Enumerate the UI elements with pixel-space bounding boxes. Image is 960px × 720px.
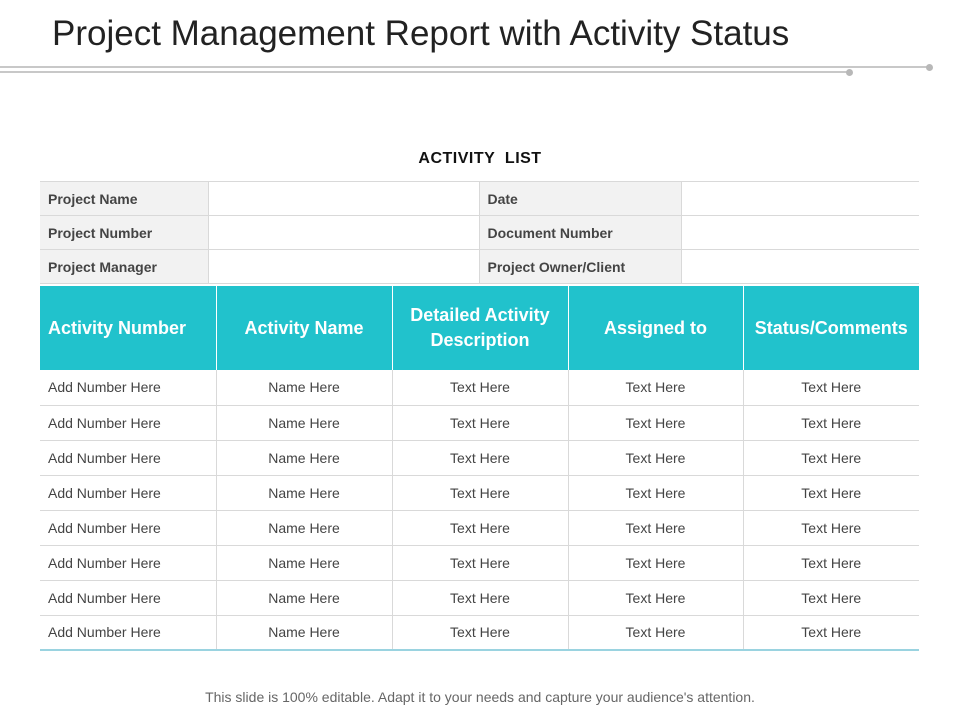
info-row — [40, 216, 919, 250]
assigned-to-cell[interactable]: Text Here — [568, 370, 743, 405]
status-cell[interactable]: Text Here — [743, 580, 919, 615]
project-manager-label: Project Manager — [40, 250, 208, 284]
date-label: Date — [479, 182, 681, 216]
activity-number-cell[interactable]: Add Number Here — [40, 545, 216, 580]
activity-number-cell[interactable]: Add Number Here — [40, 405, 216, 440]
description-cell[interactable]: Text Here — [392, 510, 568, 545]
description-cell[interactable]: Text Here — [392, 545, 568, 580]
table-row — [40, 405, 919, 440]
project-manager-field[interactable] — [208, 250, 479, 284]
title-divider-line — [0, 66, 930, 68]
activity-table-header-row — [40, 286, 919, 370]
assigned-to-cell[interactable]: Text Here — [568, 405, 743, 440]
activity-name-cell[interactable]: Name Here — [216, 405, 392, 440]
table-row — [40, 510, 919, 545]
description-cell[interactable]: Text Here — [392, 440, 568, 475]
table-row — [40, 370, 919, 405]
project-number-field[interactable] — [208, 216, 479, 250]
description-cell[interactable]: Text Here — [392, 475, 568, 510]
project-name-label: Project Name — [40, 182, 208, 216]
assigned-to-cell[interactable]: Text Here — [568, 475, 743, 510]
assigned-to-cell[interactable]: Text Here — [568, 580, 743, 615]
activity-name-cell[interactable]: Name Here — [216, 510, 392, 545]
divider-dot — [926, 64, 933, 71]
footer-note: This slide is 100% editable. Adapt it to your needs and capture your audience's attention. — [205, 689, 755, 705]
date-field[interactable] — [681, 182, 919, 216]
table-row — [40, 615, 919, 650]
activity-name-cell[interactable]: Name Here — [216, 370, 392, 405]
project-owner-field[interactable] — [681, 250, 919, 284]
description-cell[interactable]: Text Here — [392, 405, 568, 440]
description-cell[interactable]: Text Here — [392, 615, 568, 650]
assigned-to-cell[interactable]: Text Here — [568, 615, 743, 650]
project-info-table — [40, 181, 919, 284]
assigned-to-cell[interactable]: Text Here — [568, 545, 743, 580]
activity-number-cell[interactable]: Add Number Here — [40, 440, 216, 475]
description-cell[interactable]: Text Here — [392, 580, 568, 615]
column-header-description: Detailed Activity Description — [392, 286, 568, 370]
status-cell[interactable]: Text Here — [743, 440, 919, 475]
activity-table — [40, 286, 919, 651]
status-cell[interactable]: Text Here — [743, 615, 919, 650]
info-row — [40, 250, 919, 284]
column-header-assigned-to: Assigned to — [568, 286, 743, 370]
project-number-label: Project Number — [40, 216, 208, 250]
slide-title: Project Management Report with Activity Status — [52, 14, 790, 53]
column-header-status-comments: Status/Comments — [743, 286, 919, 370]
assigned-to-cell[interactable]: Text Here — [568, 510, 743, 545]
status-cell[interactable]: Text Here — [743, 405, 919, 440]
table-row — [40, 475, 919, 510]
activity-name-cell[interactable]: Name Here — [216, 615, 392, 650]
status-cell[interactable]: Text Here — [743, 545, 919, 580]
table-row — [40, 580, 919, 615]
activity-name-cell[interactable]: Name Here — [216, 440, 392, 475]
assigned-to-cell[interactable]: Text Here — [568, 440, 743, 475]
project-owner-label: Project Owner/Client — [479, 250, 681, 284]
activity-name-cell[interactable]: Name Here — [216, 475, 392, 510]
project-name-field[interactable] — [208, 182, 479, 216]
status-cell[interactable]: Text Here — [743, 370, 919, 405]
activity-number-cell[interactable]: Add Number Here — [40, 370, 216, 405]
info-row — [40, 182, 919, 216]
description-cell[interactable]: Text Here — [392, 370, 568, 405]
column-header-activity-name: Activity Name — [216, 286, 392, 370]
table-row — [40, 545, 919, 580]
divider-dot — [846, 69, 853, 76]
activity-number-cell[interactable]: Add Number Here — [40, 475, 216, 510]
activity-number-cell[interactable]: Add Number Here — [40, 615, 216, 650]
activity-name-cell[interactable]: Name Here — [216, 545, 392, 580]
document-number-label: Document Number — [479, 216, 681, 250]
activity-number-cell[interactable]: Add Number Here — [40, 510, 216, 545]
column-header-activity-number: Activity Number — [40, 286, 216, 370]
status-cell[interactable]: Text Here — [743, 475, 919, 510]
activity-list-heading: ACTIVITY LIST — [418, 150, 542, 167]
activity-name-cell[interactable]: Name Here — [216, 580, 392, 615]
activity-number-cell[interactable]: Add Number Here — [40, 580, 216, 615]
status-cell[interactable]: Text Here — [743, 510, 919, 545]
title-divider-line — [0, 71, 850, 73]
document-number-field[interactable] — [681, 216, 919, 250]
table-row — [40, 440, 919, 475]
